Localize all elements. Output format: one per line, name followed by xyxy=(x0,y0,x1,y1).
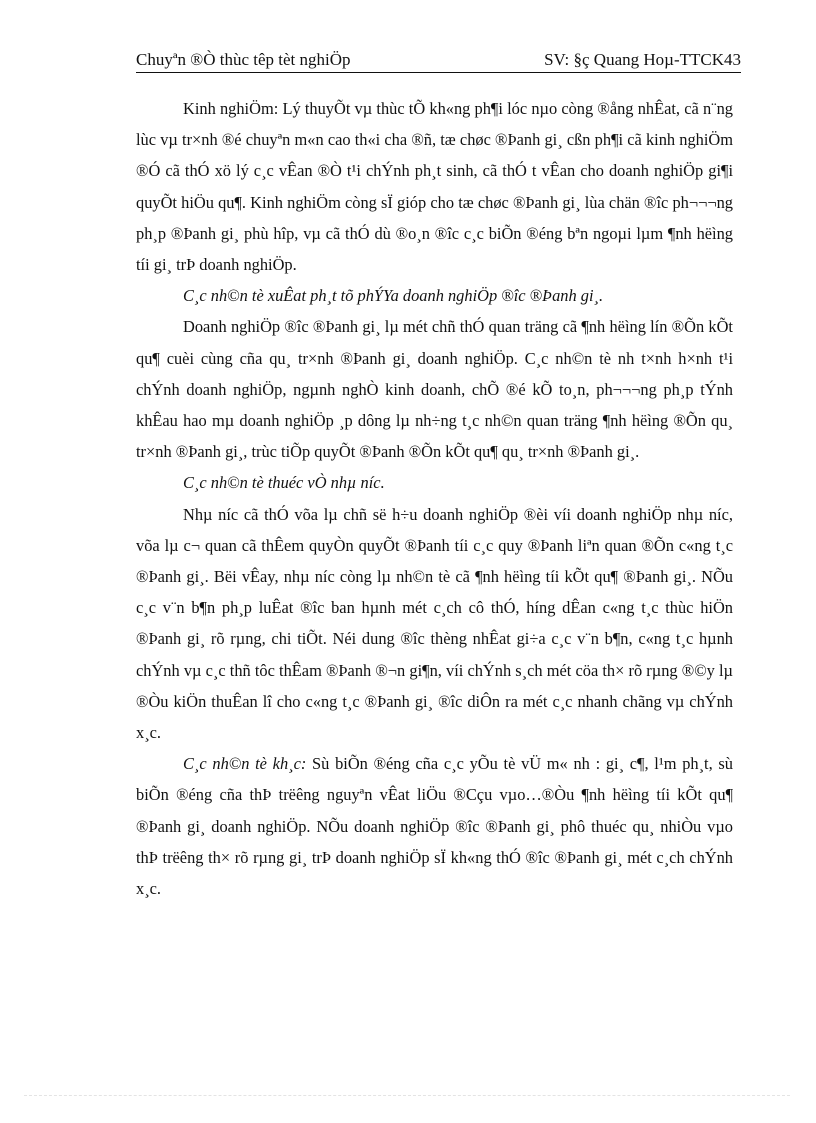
heading-enterprise-factors: C¸c nh©n tè xuÊat ph¸t tõ phÝYa doanh nghiÖp ®îc ®Þanh gi¸. xyxy=(183,286,604,306)
page-bottom-divider xyxy=(24,1095,790,1096)
paragraph-enterprise-factors: Doanh nghiÖp ®îc ®Þanh gi¸ lµ mét chñ thÓ quan träng cã ¶nh hëìng lín ®Õn kÕt qu¶ cuèi cùng cña qu¸ tr×nh ®Þanh gi¸ doanh nghiÖp. C¸c nh©n tè nh t×nh h×nh t¹i chÝnh doanh nghiÖp, ngµnh nghÒ kinh doanh, chÕ ®é kÕ to¸n, ph¬¬¬ng ph¸p tÝnh khÊau hao mµ doanh nghiÖp ¸p dông lµ nh÷ng t¸c nh©n quan träng ¶nh hëìng ®Õn qu¸ tr×nh ®Þanh gi¸, trùc tiÕp quyÕt ®Þanh ®Õn kÕt qu¶ qu¸ tr×nh ®Þanh gi¸. xyxy=(136,317,733,462)
header-title: Chuyªn ®Ò thùc têp tèt nghiÖp xyxy=(136,50,351,69)
paragraph-other-factors-text: Sù biÕn ®éng cña c¸c yÕu tè vÜ m« nh : gi¸ c¶, l¹m ph¸t, sù biÕn ®éng cña thÞ trëêng nguyªn vÊat liÖu ®Cçu vµo…®Òu ¶nh hëìng tíi kÕt qu¶ ®Þanh gi¸ doanh nghiÖp. NÕu doanh nghiÖp ®îc ®Þanh gi¸ phô thuéc qu¸ nhiÒu vµo thÞ trëêng th× rõ rµng gi¸ trÞ doanh nghiÖp sÏ kh«ng thÓ ®îc ®Þanh gi¸ mét c¸ch chÝnh x¸c. xyxy=(136,754,733,899)
paragraph-experience: Kinh nghiÖm: Lý thuyÕt vµ thùc tÕ kh«ng ph¶i lóc nµo còng ®ång nhÊat, cã n¨ng lùc vµ tr×nh ®é chuyªn m«n cao th«i cha ®ñ, tæ chøc ®Þanh gi¸ cßn ph¶i cã kinh nghiÖm ®Ó cã thÓ xö lý c¸c vÊan ®Ò t¹i chÝnh ph¸t sinh, cã thÓ t vÊan cho doanh nghiÖp gi¶i quyÕt hiÖu qu¶. Kinh nghiÖm còng sÏ gióp cho tæ chøc ®Þanh gi¸ lùa chän ®îc ph¬¬¬ng ph¸p ®Þanh gi¸ phù hîp, vµ cã thÓ dù ®o¸n ®îc c¸c biÕn ®éng bªn ngoµi lµm ¶nh hëìng tíi gi¸ trÞ doanh nghiÖp. xyxy=(136,99,733,275)
header-divider xyxy=(136,72,741,73)
page-header xyxy=(136,49,741,73)
heading-state-factors: C¸c nh©n tè thuéc vÒ nhµ níc. xyxy=(183,473,385,493)
document-body xyxy=(136,93,733,904)
heading-other-factors: C¸c nh©n tè kh¸c: xyxy=(183,754,307,774)
paragraph-state-factors: Nhµ níc cã thÓ võa lµ chñ së h÷u doanh nghiÖp ®èi víi doanh nghiÖp nhµ níc, võa lµ c¬ quan cã thÊem quyÒn quyÕt ®Þanh tíi c¸c quy ®Þanh liªn quan ®Õn c«ng t¸c ®Þanh gi¸. Bëi vÊay, nhµ níc còng lµ nh©n tè cã ¶nh hëìng tíi kÕt qu¶ ®Þanh gi¸. NÕu c¸c v¨n b¶n ph¸p luÊat ®îc ban hµnh mét c¸ch cô thÓ, híng dÊan c«ng t¸c thùc hiÖn ®Þanh gi¸ rõ rµng, chi tiÕt. Néi dung ®îc thèng nhÊat gi÷a c¸c v¨n b¶n, c«ng t¸c hµnh chÝnh vµ c¸c thñ tôc thÊam ®Þanh ®¬n gi¶n, víi chÝnh s¸ch mét cöa th× rõ rµng ®©y lµ ®Òu kiÖn thuÊan lî cho c«ng t¸c ®Þanh gi¸ ®îc diÔn ra mét c¸c nhanh chãng vµ chÝnh x¸c. xyxy=(136,504,733,743)
paragraph-other-factors xyxy=(136,748,733,904)
header-author: SV: §ç Quang Hoµ-TTCK43 xyxy=(544,50,741,69)
